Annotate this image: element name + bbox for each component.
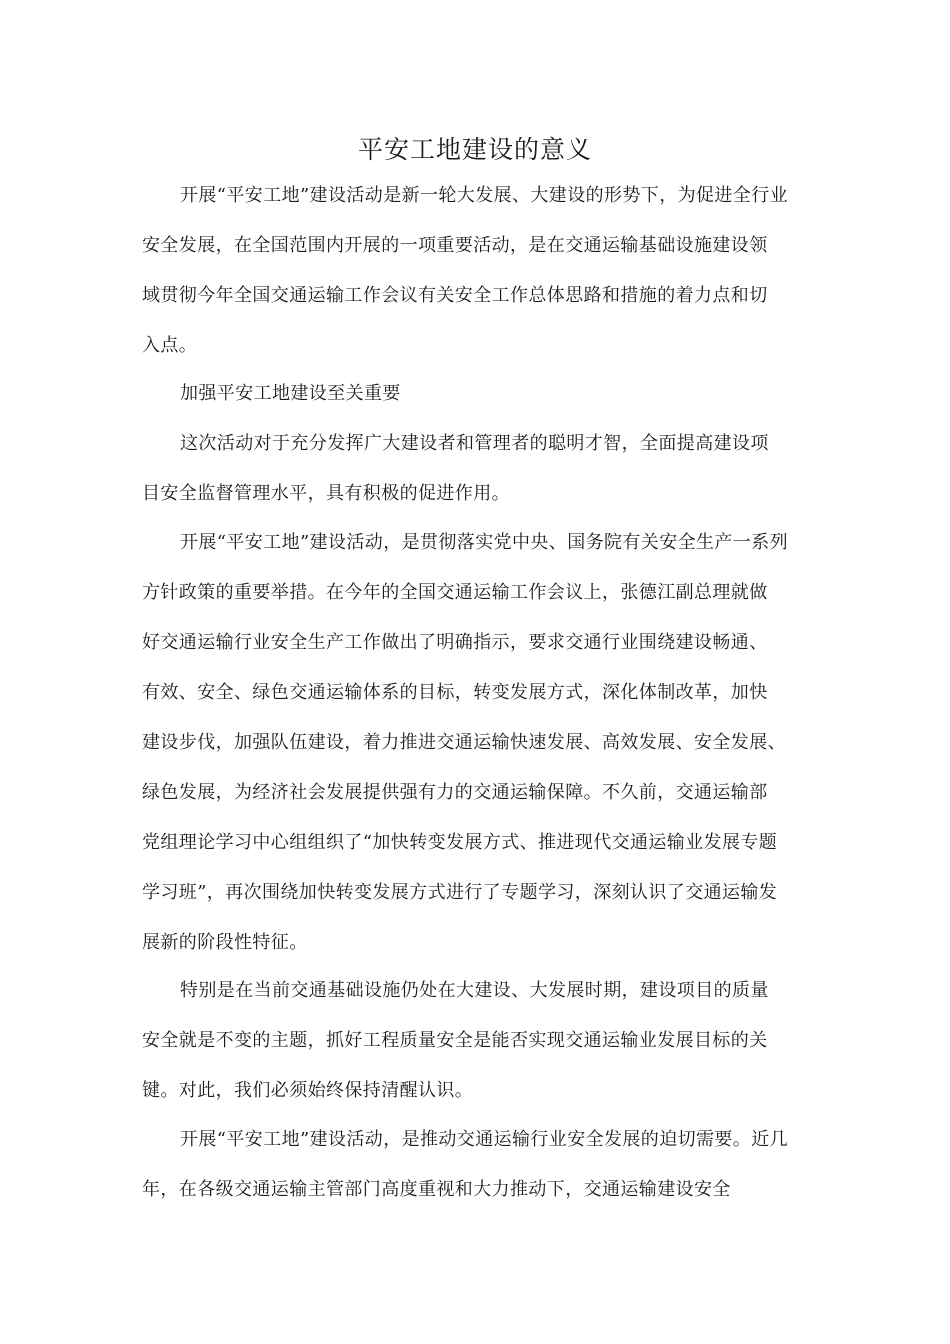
paragraph-line: 域贯彻今年全国交通运输工作会议有关安全工作总体思路和措施的着力点和切	[142, 285, 768, 306]
paragraph-line: 安全发展，在全国范围内开展的一项重要活动，是在交通运输基础设施建设领	[142, 235, 768, 256]
paragraph-line: 有效、安全、绿色交通运输体系的目标，转变发展方式，深化体制改革，加快	[142, 682, 768, 703]
paragraph-line: 特别是在当前交通基础设施仍处在大建设、大发展时期，建设项目的质量	[180, 980, 769, 1001]
paragraph-line: 党组理论学习中心组组织了“加快转变发展方式、推进现代交通运输业发展专题	[142, 832, 778, 853]
paragraph-line: 键。对此，我们必须始终保持清醒认识。	[142, 1080, 474, 1101]
paragraph-line: 开展“平安工地”建设活动，是贯彻落实党中央、国务院有关安全生产一系列	[180, 532, 789, 553]
paragraph-line: 学习班”，再次围绕加快转变发展方式进行了专题学习，深刻认识了交通运输发	[142, 882, 778, 903]
paragraph-line: 建设步伐，加强队伍建设，着力推进交通运输快速发展、高效发展、安全发展、	[142, 732, 786, 753]
paragraph-line: 开展“平安工地”建设活动是新一轮大发展、大建设的形势下，为促进全行业	[180, 185, 789, 206]
paragraph-line: 好交通运输行业安全生产工作做出了明确指示，要求交通行业围绕建设畅通、	[142, 632, 768, 653]
paragraph-3	[142, 419, 832, 519]
paragraph-line: 绿色发展，为经济社会发展提供强有力的交通运输保障。不久前，交通运输部	[142, 782, 768, 803]
paragraph-line: 目安全监督管理水平，具有积极的促进作用。	[142, 483, 510, 504]
paragraph-line: 展新的阶段性特征。	[142, 932, 308, 953]
paragraph-line: 年，在各级交通运输主管部门高度重视和大力推动下，交通运输建设安全	[142, 1179, 731, 1200]
paragraph-line: 开展“平安工地”建设活动，是推动交通运输行业安全发展的迫切需要。近几	[180, 1129, 789, 1150]
paragraph-line: 入点。	[142, 335, 198, 356]
paragraph-2	[142, 369, 832, 419]
paragraph-line: 这次活动对于充分发挥广大建设者和管理者的聪明才智，全面提高建设项	[180, 433, 769, 454]
paragraph-6	[142, 1115, 832, 1215]
document-title: 平安工地建设的意义	[357, 135, 592, 164]
paragraph-line: 加强平安工地建设至关重要	[180, 383, 401, 404]
paragraph-1	[142, 171, 832, 371]
paragraph-line: 方针政策的重要举措。在今年的全国交通运输工作会议上，张德江副总理就做	[142, 582, 768, 603]
paragraph-4	[142, 518, 832, 968]
paragraph-5	[142, 966, 832, 1116]
paragraph-line: 安全就是不变的主题，抓好工程质量安全是能否实现交通运输业发展目标的关	[142, 1030, 768, 1051]
